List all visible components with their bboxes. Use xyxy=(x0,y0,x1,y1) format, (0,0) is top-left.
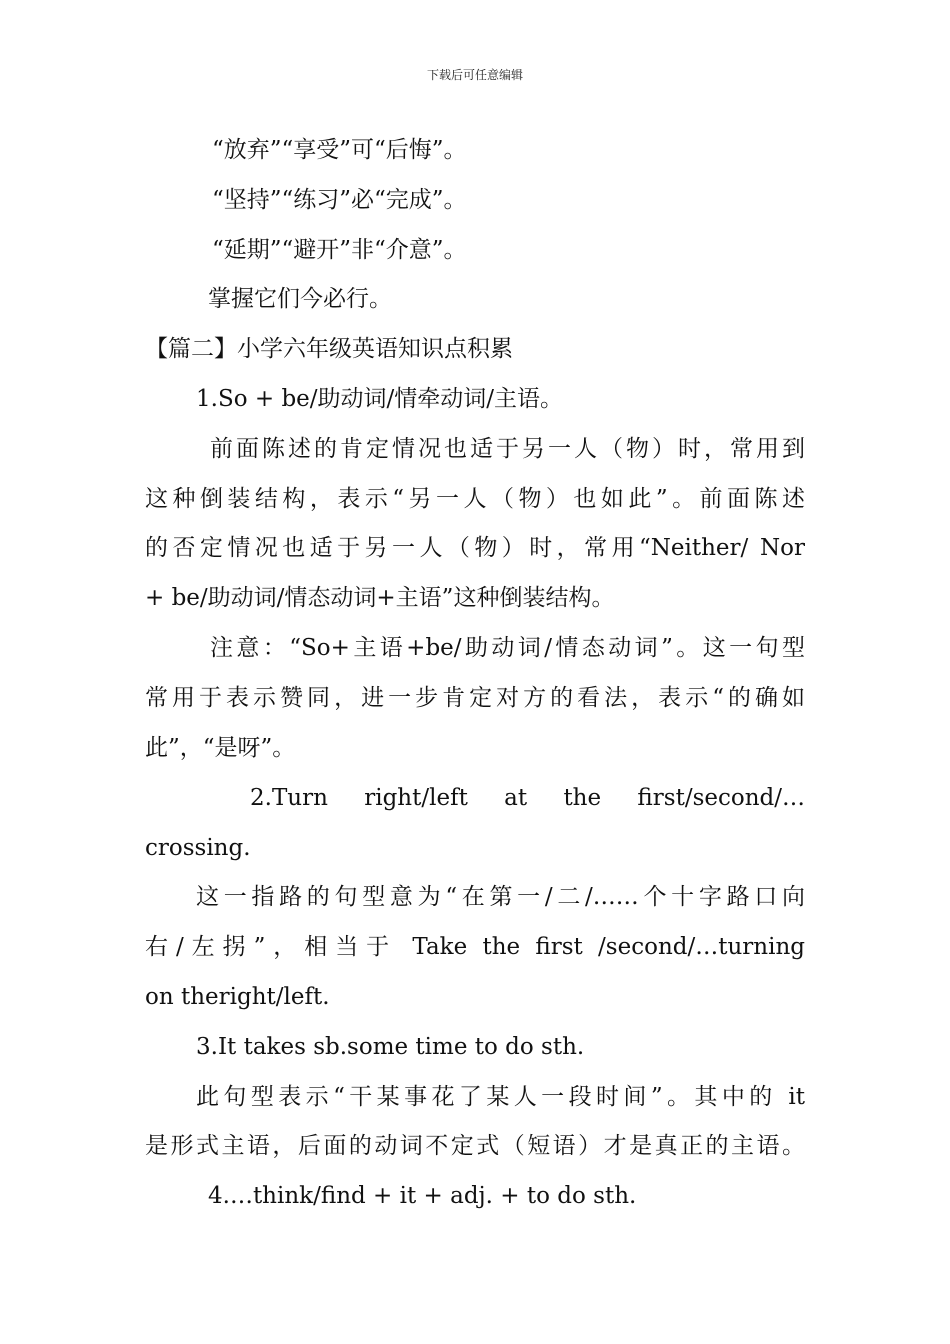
rhyme-line-3: “延期”“避开”非“介意”。 xyxy=(212,237,467,263)
point-1-paragraph-line: 前面陈述的肯定情况也适于另一人（物）时，常用到 xyxy=(210,436,805,462)
point-4-title: 4.…think/find + it + adj. + to do sth. xyxy=(208,1183,637,1209)
point-2-title: 2.Turn right/left at the first/second/… xyxy=(250,785,805,811)
point-1-paragraph-line: 这种倒装结构，表示“另一人（物）也如此”。前面陈述 xyxy=(145,486,805,512)
point-2-paragraph-line: 右/左拐”，相当于 Take the first /second/…turning xyxy=(145,934,805,960)
point-1-paragraph-line: + be/助动词/情态动词+主语”这种倒装结构。 xyxy=(145,585,615,611)
point-1-title: 1.So + be/助动词/情牵动词/主语。 xyxy=(196,386,564,412)
point-1-paragraph-line: 的否定情况也适于另一人（物）时，常用“Neither/ Nor xyxy=(145,535,805,561)
point-3-paragraph-line: 是形式主语，后面的动词不定式（短语）才是真正的主语。 xyxy=(145,1133,805,1159)
point-1-note-line: 注意：“So+主语+be/助动词/情态动词”。这一句型 xyxy=(210,635,805,661)
rhyme-line-2: “坚持”“练习”必“完成”。 xyxy=(212,187,467,213)
rhyme-line-1: “放弃”“享受”可“后悔”。 xyxy=(212,137,467,163)
point-2-paragraph-line: 这一指路的句型意为“在第一/二/……个十字路口向 xyxy=(196,884,805,910)
point-1-note-line: 此”，“是呀”。 xyxy=(145,735,296,761)
point-2-title-cont: crossing. xyxy=(145,835,251,861)
page-header-note: 下载后可任意编辑 xyxy=(426,68,523,82)
point-1-note-line: 常用于表示赞同，进一步肯定对方的看法，表示“的确如 xyxy=(145,685,805,711)
rhyme-line-4: 掌握它们今必行。 xyxy=(208,286,392,312)
point-3-title: 3.It takes sb.some time to do sth. xyxy=(196,1034,585,1060)
section-heading: 【篇二】小学六年级英语知识点积累 xyxy=(145,336,513,362)
point-3-paragraph-line: 此句型表示“干某事花了某人一段时间”。其中的 it xyxy=(196,1084,805,1110)
point-2-paragraph-line: on theright/left. xyxy=(145,984,330,1010)
